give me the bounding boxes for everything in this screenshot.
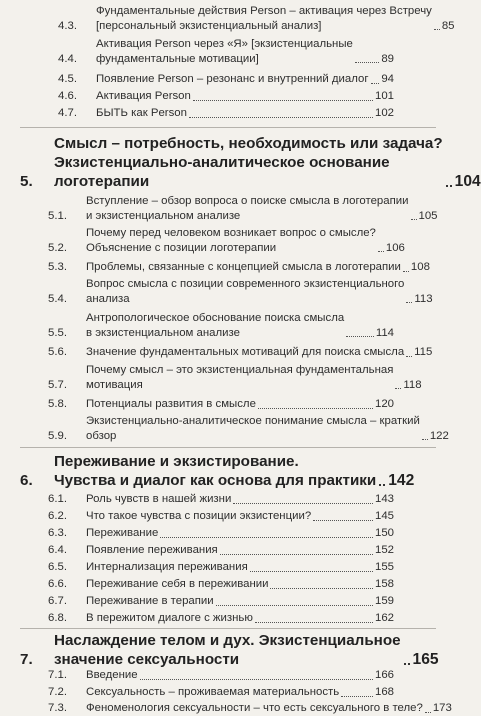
leader-dots — [216, 605, 373, 606]
chapter-6-heading[interactable] — [20, 452, 415, 490]
entry-title: Переживание — [86, 527, 159, 539]
entry-title: Сексуальность – проживаемая материальность — [86, 686, 340, 698]
toc-entry-4-6[interactable] — [58, 89, 394, 104]
leader-dots — [193, 100, 373, 101]
leader-dots — [422, 439, 428, 440]
chapter-7-heading[interactable] — [20, 631, 439, 669]
entry-title: БЫТЬ как Person — [96, 107, 187, 119]
entry-page: 115 — [414, 346, 433, 358]
entry-number: 5.4. — [48, 292, 67, 305]
leader-dots — [341, 696, 373, 697]
leader-dots — [313, 520, 373, 521]
entry-number: 4.3. — [58, 19, 77, 32]
leader-dots — [446, 185, 452, 187]
entry-page: 159 — [374, 595, 394, 607]
toc-entry-7-2[interactable] — [48, 685, 394, 700]
leader-dots — [395, 388, 401, 389]
chapter-number: 6. — [20, 472, 33, 489]
toc-entry-6-7[interactable] — [48, 594, 394, 609]
entry-title: Переживание в терапии — [86, 595, 214, 607]
entry-number: 6.1. — [48, 493, 67, 505]
leader-dots — [355, 62, 379, 63]
leader-dots — [403, 271, 409, 272]
toc-entry-6-8[interactable] — [48, 611, 394, 626]
entry-number: 5.6. — [48, 346, 67, 358]
entry-page: 94 — [381, 73, 394, 85]
leader-dots — [140, 679, 373, 680]
entry-number: 4.7. — [58, 107, 77, 119]
entry-title: Переживание себя в переживании — [86, 578, 269, 590]
entry-title: Вступление – обзор вопроса о поиске смысла в логотерапии и экзистенциальном анализе — [86, 195, 409, 222]
leader-dots — [233, 503, 373, 504]
chapter-title: Переживание и экзистирование. Чувства и диалог как основа для практики — [54, 453, 377, 489]
toc-entry-5-8[interactable] — [48, 397, 394, 412]
toc-entry-6-2[interactable] — [48, 509, 394, 524]
entry-title: Роль чувств в нашей жизни — [86, 493, 232, 505]
chapter-title: Смысл – потребность, необходимость или задача? Экзистенциально-аналитическое основание логотерапии — [54, 135, 443, 190]
entry-number: 5.7. — [48, 378, 67, 391]
entry-page: 122 — [429, 429, 449, 442]
entry-title: Активация Person через «Я» [экзистенциальные фундаментальные мотивации] — [96, 38, 353, 65]
entry-page: 155 — [374, 561, 394, 573]
chapter-5-heading[interactable] — [20, 134, 481, 191]
entry-page: 143 — [374, 493, 394, 505]
entry-number: 6.4. — [48, 544, 67, 556]
leader-dots — [258, 408, 373, 409]
chapter-number: 7. — [20, 651, 33, 668]
entry-number: 7.3. — [48, 702, 67, 714]
entry-number: 6.5. — [48, 561, 67, 573]
entry-number: 5.2. — [48, 241, 67, 254]
entry-number: 5.1. — [48, 209, 67, 222]
section-divider — [20, 447, 436, 448]
entry-title: Потенциалы развития в смысле — [86, 398, 256, 410]
leader-dots — [270, 588, 373, 589]
leader-dots — [250, 571, 373, 572]
chapter-title: Наслаждение телом и дух. Экзистенциальное значение сексуальности — [54, 632, 401, 668]
toc-entry-5-3[interactable] — [48, 260, 430, 275]
entry-number: 6.7. — [48, 595, 67, 607]
toc-entry-5-1[interactable] — [48, 194, 438, 223]
entry-page: 162 — [374, 612, 394, 624]
entry-title: Вопрос смысла с позиции современного экзистенциального анализа — [86, 278, 405, 305]
entry-page: 105 — [418, 209, 438, 222]
leader-dots — [425, 712, 431, 713]
entry-number: 7.1. — [48, 669, 67, 681]
toc-entry-5-2[interactable] — [48, 226, 405, 255]
entry-title: Значение фундаментальных мотиваций для поиска смысла — [86, 346, 405, 358]
entry-title: Экзистенциально-аналитическое понимание смысла – краткий обзор — [86, 415, 420, 442]
entry-title: В пережитом диалоге с жизнью — [86, 612, 253, 624]
toc-entry-6-1[interactable] — [48, 492, 394, 507]
entry-page: 173 — [432, 702, 452, 714]
entry-number: 4.6. — [58, 90, 77, 102]
entry-page: 102 — [374, 107, 394, 119]
entry-page: 118 — [403, 378, 422, 391]
entry-page: 145 — [374, 510, 394, 522]
entry-number: 4.4. — [58, 52, 77, 65]
toc-entry-5-7[interactable] — [48, 363, 422, 392]
toc-entry-5-9[interactable] — [48, 414, 449, 443]
entry-page: 166 — [374, 669, 394, 681]
entry-title: Появление переживания — [86, 544, 218, 556]
leader-dots — [160, 537, 373, 538]
leader-dots — [406, 356, 412, 357]
leader-dots — [379, 484, 385, 486]
entry-page: 120 — [374, 398, 394, 410]
toc-entry-5-5[interactable] — [48, 311, 394, 340]
leader-dots — [411, 219, 417, 220]
toc-entry-7-1[interactable] — [48, 668, 394, 683]
toc-entry-5-6[interactable] — [48, 345, 433, 360]
toc-entry-5-4[interactable] — [48, 277, 433, 306]
entry-title: Введение — [86, 669, 138, 681]
toc-entry-7-3[interactable] — [48, 701, 452, 716]
chapter-page: 142 — [388, 472, 415, 489]
leader-dots — [346, 336, 374, 337]
toc-entry-4-4[interactable] — [58, 37, 394, 66]
entry-title: Антропологическое обоснование поиска смысла в экзистенциальном анализе — [86, 312, 345, 339]
chapter-number: 5. — [20, 173, 33, 190]
entry-page: 150 — [374, 527, 394, 539]
toc-entry-6-6[interactable] — [48, 577, 394, 592]
leader-dots — [406, 302, 412, 303]
leader-dots — [434, 29, 440, 30]
entry-number: 6.8. — [48, 612, 67, 624]
entry-title: Что такое чувства с позиции экзистенции? — [86, 510, 312, 522]
chapter-page: 104 — [454, 173, 481, 190]
section-divider — [20, 628, 436, 629]
leader-dots — [220, 554, 373, 555]
entry-title: Фундаментальные действия Person – активация через Встречу [персональный экзистенциальный анализ] — [96, 5, 432, 32]
entry-number: 6.6. — [48, 578, 67, 590]
entry-title: Интернализация переживания — [86, 561, 248, 573]
section-divider — [20, 127, 436, 128]
toc-entry-6-3[interactable] — [48, 526, 394, 541]
toc-entry-4-5[interactable] — [58, 72, 394, 87]
entry-page: 106 — [385, 241, 405, 254]
entry-title: Активация Person — [96, 90, 191, 102]
entry-page: 168 — [374, 686, 394, 698]
entry-number: 5.3. — [48, 261, 67, 273]
entry-title: Появление Person – резонанс и внутренний диалог — [96, 73, 369, 85]
leader-dots — [378, 251, 384, 252]
toc-entry-6-4[interactable] — [48, 543, 394, 558]
entry-title: Почему перед человеком возникает вопрос о смысле? Объяснение с позиции логотерапии — [86, 227, 376, 254]
entry-page: 114 — [375, 326, 394, 339]
leader-dots — [404, 663, 410, 665]
chapter-page: 165 — [412, 651, 439, 668]
entry-page: 101 — [374, 90, 394, 102]
entry-page: 85 — [441, 19, 455, 32]
entry-page: 158 — [374, 578, 394, 590]
leader-dots — [189, 117, 373, 118]
entry-number: 7.2. — [48, 686, 67, 698]
entry-title: Проблемы, связанные с концепцией смысла в логотерапии — [86, 261, 401, 273]
leader-dots — [255, 622, 373, 623]
entry-page: 89 — [381, 52, 394, 65]
toc-entry-4-7[interactable] — [58, 106, 394, 121]
entry-number: 5.8. — [48, 398, 67, 410]
entry-page: 108 — [410, 261, 430, 273]
entry-number: 4.5. — [58, 73, 77, 85]
entry-number: 5.5. — [48, 326, 67, 339]
entry-number: 6.3. — [48, 527, 67, 539]
leader-dots — [371, 83, 380, 84]
entry-number: 5.9. — [48, 429, 67, 442]
toc-entry-6-5[interactable] — [48, 560, 394, 575]
entry-number: 6.2. — [48, 510, 67, 522]
entry-title: Почему смысл – это экзистенциальная фундаментальная мотивация — [86, 364, 394, 391]
entry-page: 152 — [374, 544, 394, 556]
entry-title: Феноменология сексуальности – что есть сексуального в теле? — [86, 702, 423, 714]
toc-entry-4-3[interactable] — [58, 4, 455, 33]
entry-page: 113 — [414, 292, 433, 305]
